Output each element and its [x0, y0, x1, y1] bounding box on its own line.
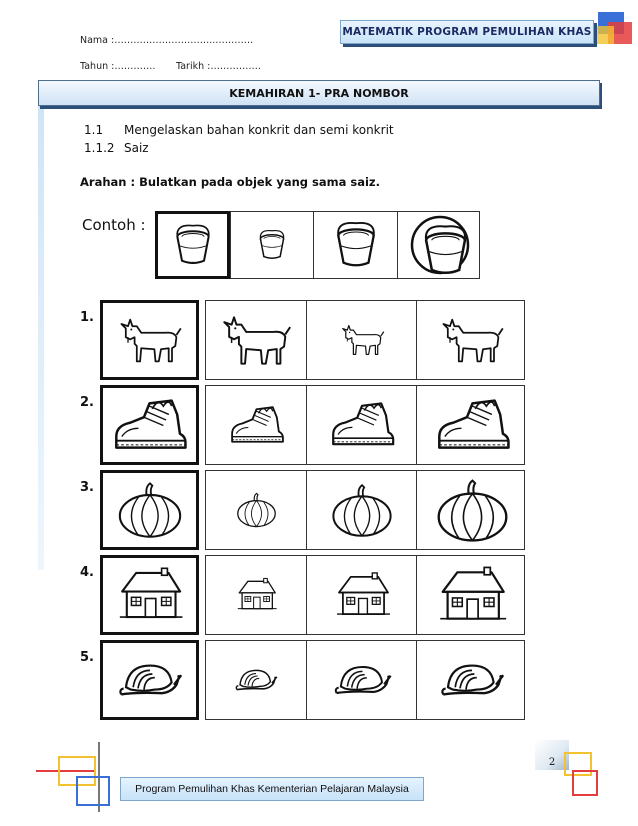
question-2-option-1[interactable] [206, 386, 306, 464]
objective-text-2: Saiz [124, 141, 149, 155]
question-5-option-1[interactable] [206, 641, 306, 719]
question-4-reference-box [100, 555, 199, 635]
question-5-option-3[interactable] [416, 641, 527, 719]
question-number-2: 2. [80, 395, 94, 410]
program-tag: MATEMATIK PROGRAM PEMULIHAN KHAS [340, 20, 594, 44]
page-number: 2 [535, 740, 569, 770]
pumpkin-icon [234, 492, 279, 528]
question-4-option-3[interactable] [416, 556, 527, 634]
example-option-3[interactable] [397, 212, 482, 278]
house-icon [234, 577, 279, 613]
house-icon [114, 566, 186, 624]
question-5-options-row [205, 640, 525, 720]
corner-decoration-bottom [36, 742, 126, 812]
year-field[interactable]: Tahun :…………. [80, 61, 156, 72]
question-2-options-row [205, 385, 525, 465]
circled-answer-icon [409, 214, 471, 276]
question-3-options-row [205, 470, 525, 550]
goat-icon [438, 313, 506, 368]
shoe-icon [226, 401, 287, 450]
skill-banner: KEMAHIRAN 1- PRA NOMBOR [38, 80, 600, 106]
example-reference-box [155, 211, 230, 279]
pumpkin-icon [114, 481, 186, 539]
shoe-icon [431, 392, 514, 459]
question-2-reference-box [100, 385, 199, 465]
pumpkin-icon [328, 483, 396, 538]
question-4-option-1[interactable] [206, 556, 306, 634]
shoe-icon [108, 392, 191, 459]
goat-icon [218, 310, 294, 371]
question-number-1: 1. [80, 310, 94, 325]
example-options-row [230, 211, 480, 279]
question-number-5: 5. [80, 650, 94, 665]
footer-banner: Program Pemulihan Khas Kementerian Pelajaran Malaysia [120, 777, 424, 801]
bucket-icon [330, 219, 382, 271]
question-5-option-2[interactable] [306, 641, 417, 719]
date-field[interactable]: Tarikh :……………. [176, 61, 261, 72]
bucket-icon [255, 228, 289, 262]
bucket-icon [170, 222, 216, 268]
question-number-3: 3. [80, 480, 94, 495]
question-3-reference-box [100, 470, 199, 550]
objective-code-2: 1.1.2 [84, 141, 115, 155]
question-1-reference-box [100, 300, 199, 380]
question-1-option-3[interactable] [416, 301, 527, 379]
snail-icon [114, 651, 186, 709]
corner-decoration-top [588, 12, 634, 52]
question-3-option-1[interactable] [206, 471, 306, 549]
shoe-icon [326, 396, 398, 454]
house-icon [332, 571, 393, 620]
goat-icon [339, 321, 386, 359]
question-1-option-1[interactable] [206, 301, 306, 379]
question-4-option-2[interactable] [306, 556, 417, 634]
objective-text-1: Mengelaskan bahan konkrit dan semi konkrit [124, 123, 394, 137]
side-stripe [38, 100, 44, 570]
instruction: Arahan : Bulatkan pada objek yang sama saiz. [80, 175, 380, 189]
snail-icon [232, 661, 280, 699]
question-number-4: 4. [80, 565, 94, 580]
example-option-2[interactable] [313, 212, 398, 278]
house-icon [434, 565, 510, 626]
example-option-1[interactable] [231, 212, 313, 278]
question-1-option-2[interactable] [306, 301, 417, 379]
question-2-option-2[interactable] [306, 386, 417, 464]
question-4-options-row [205, 555, 525, 635]
corner-decoration-bottom-right [560, 752, 600, 802]
question-3-option-3[interactable] [416, 471, 527, 549]
example-label: Contoh : [82, 216, 146, 234]
snail-icon [330, 654, 395, 706]
snail-icon [436, 651, 508, 709]
objective-code-1: 1.1 [84, 123, 104, 137]
question-2-option-3[interactable] [416, 386, 527, 464]
question-3-option-2[interactable] [306, 471, 417, 549]
name-field[interactable]: Nama :…………………………..………… [80, 35, 254, 46]
question-1-options-row [205, 300, 525, 380]
goat-icon [116, 313, 184, 368]
question-5-reference-box [100, 640, 199, 720]
pumpkin-icon [432, 478, 513, 543]
